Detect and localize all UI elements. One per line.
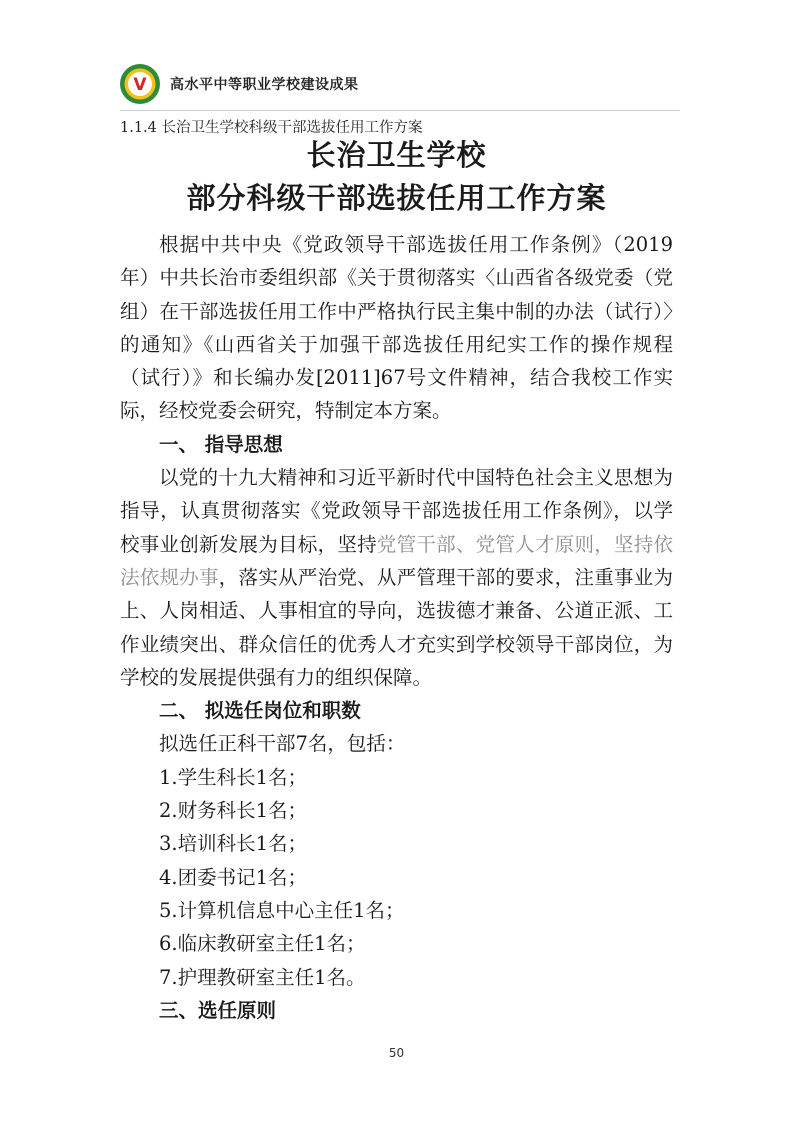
document-title: 长治卫生学校 (306, 138, 487, 172)
list-item: 2.财务科长1名； (159, 799, 308, 823)
positions-lead: 拟选任正科干部7名，包括： (159, 732, 406, 756)
paragraph-text: 以党的十九大精神和习近平新时代中国特色社会主义思想为指导，认真贯彻落实《党政领导干部选拔任用工作条例》，以学校事业创新发展为目标，坚持 (120, 466, 673, 556)
intro-paragraph: 根据中共中央《党政领导干部选拔任用工作条例》（2019年）中共长治市委组织部《关于贯彻落实〈山西省各级党委（党组）在干部选拔任用工作中严格执行民主集中制的办法（试行）〉的通知》《山西省关于加强干部选拔任用纪实工作的操作规程（试行）》和长编办发[2011]67号文件精神，结合我校工作实际，经校党委会研究，特制定本方案。 (120, 233, 673, 423)
list-item: 3.培训科长1名； (159, 832, 308, 856)
section-heading-positions: 二、 拟选任岗位和职数 (159, 699, 361, 723)
svg-text:V: V (133, 75, 147, 95)
page-number: 50 (388, 1046, 405, 1060)
header-title: 高水平中等职业学校建设成果 (170, 77, 359, 93)
paragraph-text: ，落实从严治党、从严管理干部的要求，注重事业为上、人岗相适、人事相宜的导向，选拔德才兼备、公道正派、工作业绩突出、群众信任的优秀人才充实到学校领导干部岗位，为学校的发展提供强有力的组织保障。 (120, 565, 673, 689)
page-header (118, 62, 359, 106)
list-item: 4.团委书记1名； (159, 865, 308, 889)
list-item: 7.护理教研室主任1名。 (159, 965, 366, 989)
guiding-ideology-paragraph (120, 461, 673, 694)
list-item: 5.计算机信息中心主任1名； (159, 898, 405, 922)
document-body (120, 228, 673, 1027)
school-logo-icon (118, 62, 162, 106)
section-reference: 1.1.4 长治卫生学校科级干部选拔任用工作方案 (120, 120, 423, 136)
paragraph-text-gray: 党管干部、党管人才原则，坚持依法依规办事 (120, 532, 673, 589)
document-subtitle: 部分科级干部选拔任用工作方案 (186, 181, 607, 215)
list-item: 6.临床教研室主任1名； (159, 932, 366, 956)
school-logo (118, 62, 162, 106)
header-divider (120, 110, 680, 111)
list-item: 1.学生科长1名； (159, 765, 308, 789)
section-heading-principles: 三、选任原则 (159, 998, 277, 1022)
section-heading-guiding-ideology: 一、 指导思想 (159, 432, 283, 456)
